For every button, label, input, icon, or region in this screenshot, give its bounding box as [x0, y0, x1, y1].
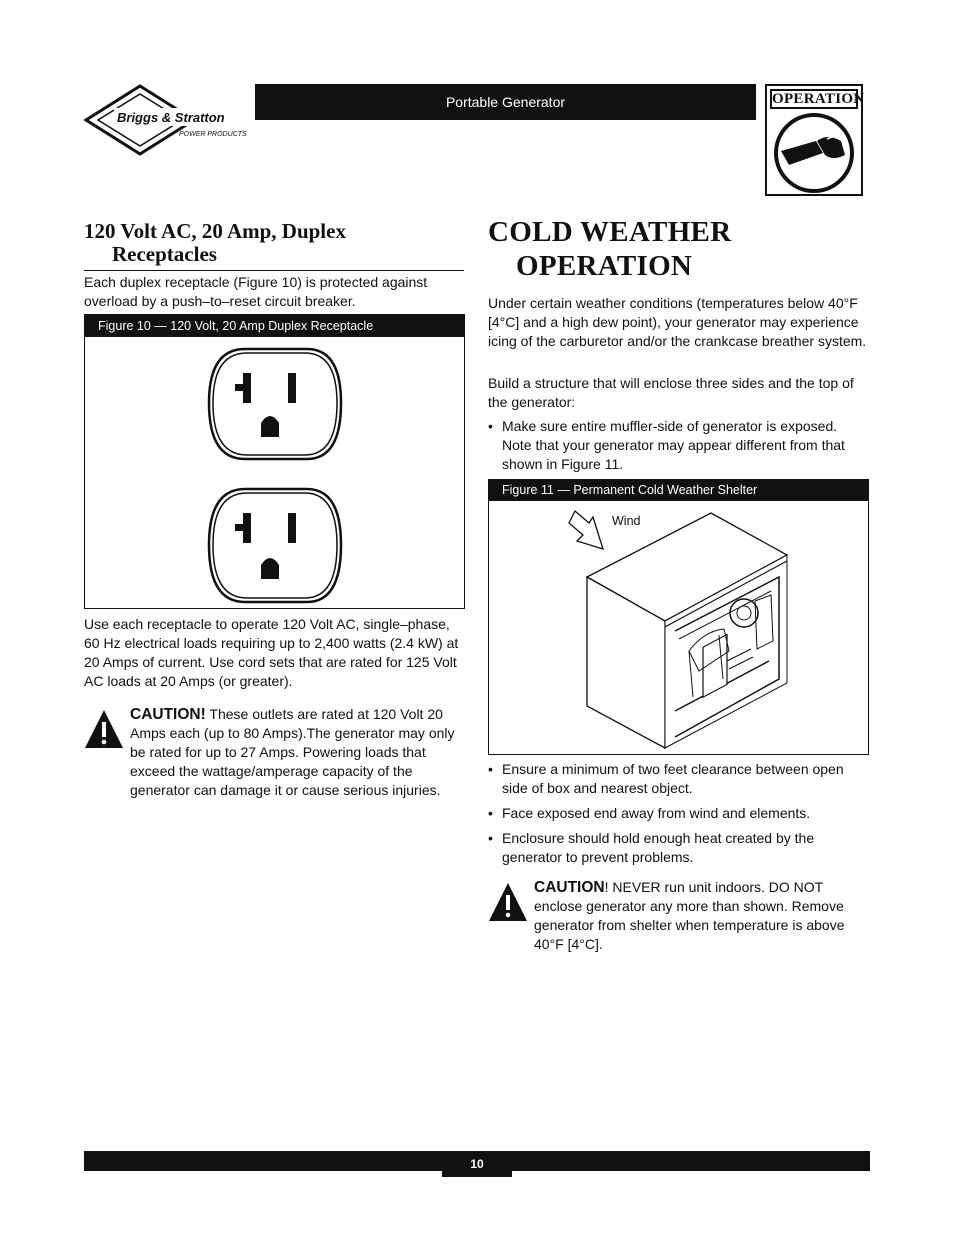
caution-label: CAUTION!	[130, 706, 206, 723]
duplex-receptacle-illustration	[85, 337, 464, 608]
brand-name: Briggs & Stratton	[117, 110, 225, 125]
caution-text: These outlets are rated at 120 Volt 20 Amps each (up to 80 Amps).The generator may only be rated for up to 27 Amps. Powering loads that exceed the wattage/amperage capacity of the generator can damage it or cause serious injuries.	[130, 706, 455, 798]
figure-11	[488, 479, 869, 755]
bullet-list-a	[488, 417, 870, 480]
figure-10-caption: Figure 10 — 120 Volt, 20 Amp Duplex Receptacle	[85, 315, 464, 337]
list-item: • Face exposed end away from wind and elements.	[488, 804, 870, 823]
receptacle-usage-text: Use each receptacle to operate 120 Volt AC, single–phase, 60 Hz electrical loads requiring up to 2,400 watts (2.4 kW) at 20 Amps of current. Use cord sets that are rated for 125 Volt AC loads at 20 Amps (or greater).	[84, 616, 459, 689]
bullet-list-b	[488, 760, 870, 873]
cold-weather-intro: Under certain weather conditions (temperatures below 40°F [4°C] and a high dew point), your generator may experience icing of the carburetor and/or the crankcase breather system.	[488, 295, 867, 349]
header-title: Portable Generator	[445, 94, 566, 110]
list-item: • Ensure a minimum of two feet clearance between open side of box and nearest object.	[488, 760, 870, 798]
badge-label: OPERATION	[772, 91, 865, 107]
list-item: • Make sure entire muffler-side of generator is exposed. Note that your generator may appear different from that shown in Figure 11.	[488, 417, 870, 474]
brand-sub: POWER PRODUCTS	[179, 131, 247, 138]
operation-badge	[765, 84, 863, 196]
caution-text: ! NEVER run unit indoors. DO NOT enclose generator any more than shown. Remove generator from shelter when temperature is above 40°F [4°C].	[534, 879, 845, 952]
figure-11-caption: Figure 11 — Permanent Cold Weather Shelter	[489, 480, 868, 501]
figure-10	[84, 314, 465, 609]
cold-weather-heading: COLD WEATHER OPERATION	[488, 216, 732, 282]
list-item: • Enclosure should hold enough heat created by the generator to prevent problems.	[488, 829, 870, 867]
cold-weather-shelter-illustration	[489, 501, 868, 754]
caution-label: CAUTION	[534, 879, 605, 896]
caution-outlets	[84, 705, 466, 805]
header-bar	[255, 84, 756, 120]
receptacles-heading: 120 Volt AC, 20 Amp, Duplex Receptacles	[84, 220, 464, 271]
briggs-stratton-logo	[84, 84, 254, 156]
outlet-bottom-icon	[209, 489, 341, 602]
build-structure-text: Build a structure that will enclose three sides and the top of the generator:	[488, 375, 854, 410]
page-number: 10	[442, 1151, 512, 1177]
wind-label: Wind	[612, 514, 641, 528]
hand-switch-icon	[771, 111, 857, 193]
warning-triangle-icon	[84, 709, 124, 749]
caution-indoors	[488, 878, 870, 958]
warning-triangle-icon	[488, 882, 528, 922]
wind-arrow-icon	[569, 511, 603, 549]
outlet-top-icon	[209, 349, 341, 459]
receptacles-intro: Each duplex receptacle (Figure 10) is protected against overload by a push–to–reset circuit breaker.	[84, 274, 428, 309]
